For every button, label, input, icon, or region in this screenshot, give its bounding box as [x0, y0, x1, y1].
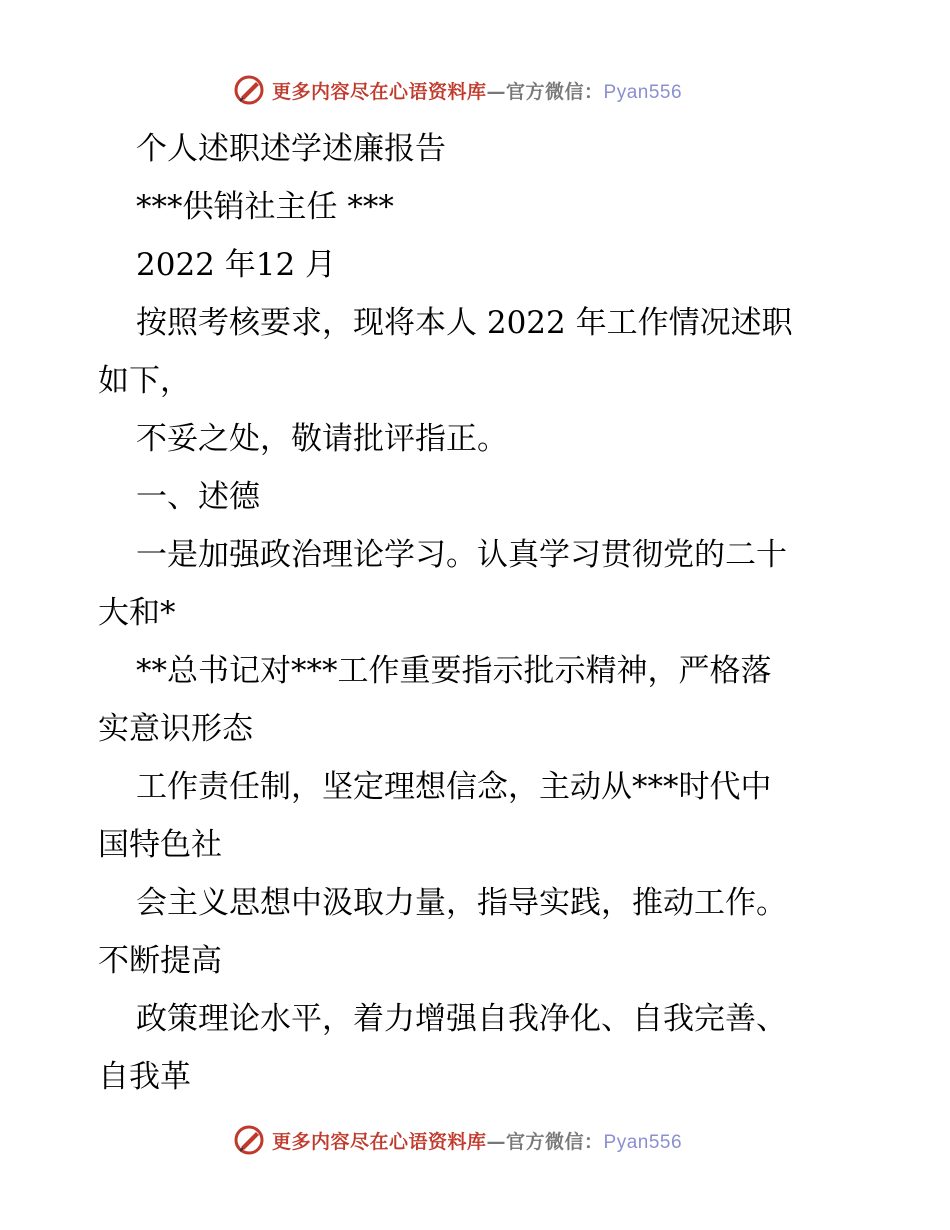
- banner-text: [272, 77, 682, 104]
- paragraph-line: **总书记对***工作重要指示批示精神，严格落: [136, 653, 772, 689]
- banner-wechat-id: Pyan556: [603, 81, 683, 103]
- banner-separator: —: [486, 80, 507, 103]
- paragraph-line: 实意识形态: [98, 711, 253, 747]
- section-heading: 一、述德: [136, 479, 260, 515]
- paragraph-line: 一是加强政治理论学习。认真学习贯彻党的二十: [136, 537, 787, 573]
- banner-promo-text: 更多内容尽在心语资料库: [272, 80, 487, 103]
- paragraph-line: 不断提高: [98, 943, 222, 979]
- banner-promo-text: 更多内容尽在心语资料库: [272, 1130, 487, 1153]
- paragraph-line: 自我革: [98, 1059, 191, 1095]
- document-title: 个人述职述学述廉报告: [136, 131, 446, 167]
- document-body: [98, 120, 858, 1106]
- banner-wechat-label: 官方微信：: [506, 1130, 604, 1153]
- paragraph-line: 按照考核要求，现将本人 2022 年工作情况述职: [136, 305, 793, 341]
- banner-text: [272, 1127, 682, 1154]
- banner-wechat-label: 官方微信：: [506, 80, 604, 103]
- paragraph-line: 如下，: [98, 363, 191, 399]
- logo-icon: [232, 1123, 266, 1157]
- paragraph-line: 会主义思想中汲取力量，指导实践，推动工作。: [136, 885, 787, 921]
- banner-separator: —: [486, 1130, 507, 1153]
- date-line: 2022 年12 月: [136, 247, 337, 283]
- paragraph-line: 国特色社: [98, 827, 222, 863]
- paragraph-line: 不妥之处，敬请批评指正。: [136, 421, 508, 457]
- paragraph-line: 政策理论水平，着力增强自我净化、自我完善、: [136, 1001, 787, 1037]
- paragraph-line: 工作责任制，坚定理想信念，主动从***时代中: [136, 769, 772, 805]
- author-line: ***供销社主任 ***: [136, 189, 394, 225]
- logo-icon: [232, 73, 266, 107]
- footer-banner: [232, 1120, 682, 1160]
- banner-wechat-id: Pyan556: [603, 1131, 683, 1153]
- header-banner: [232, 70, 682, 110]
- paragraph-line: 大和*: [98, 595, 176, 631]
